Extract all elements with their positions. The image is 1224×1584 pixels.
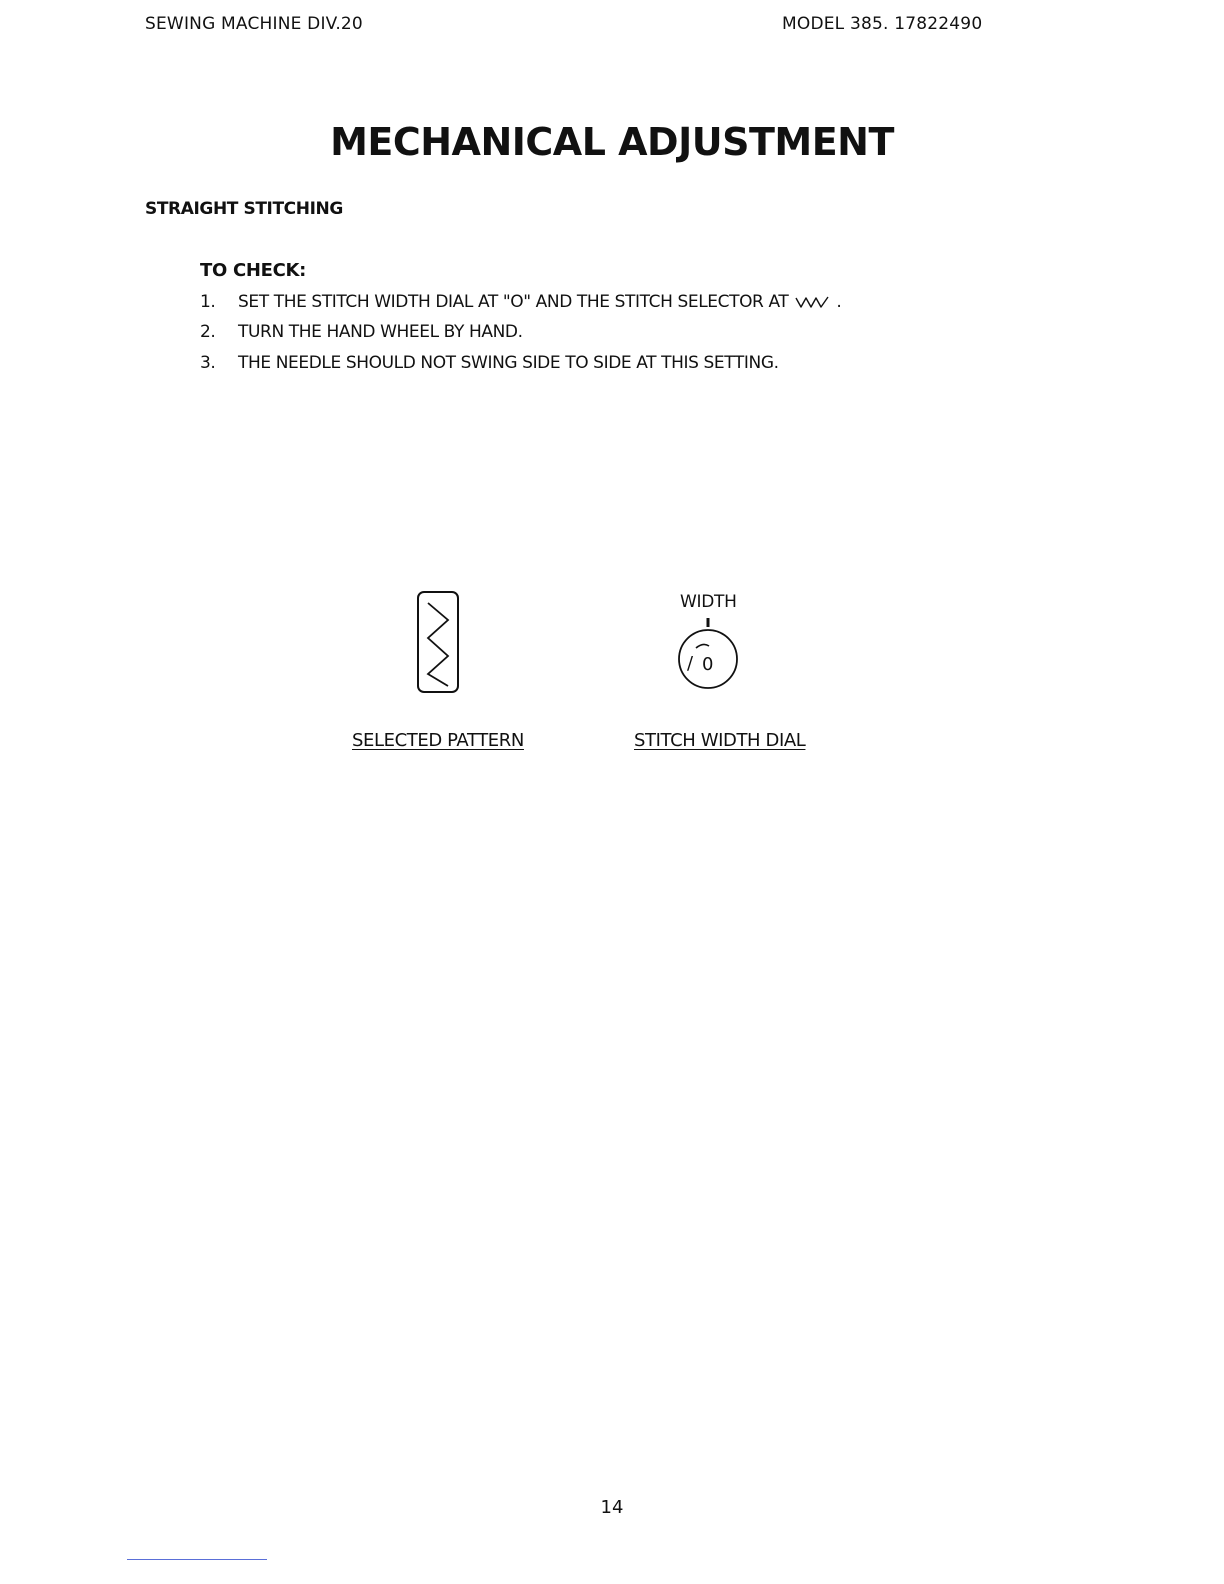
step-text: THE NEEDLE SHOULD NOT SWING SIDE TO SIDE AT THIS SETTING. bbox=[238, 353, 779, 373]
header-right: MODEL 385. 17822490 bbox=[782, 14, 983, 34]
step-3 bbox=[200, 353, 779, 373]
step-1 bbox=[200, 292, 841, 312]
stitch-width-dial-caption: STITCH WIDTH DIAL bbox=[634, 730, 806, 751]
section-title: STRAIGHT STITCHING bbox=[145, 199, 343, 219]
scan-artifact-line bbox=[127, 1559, 267, 1560]
step-number: 2. bbox=[200, 322, 216, 342]
page-number: 14 bbox=[600, 1497, 624, 1518]
zigzag-stitch-icon bbox=[795, 295, 831, 309]
check-heading: TO CHECK: bbox=[200, 260, 307, 281]
step-suffix: . bbox=[836, 292, 842, 312]
step-text: SET THE STITCH WIDTH DIAL AT "O" AND THE STITCH SELECTOR AT bbox=[238, 292, 789, 312]
width-label: WIDTH bbox=[680, 592, 737, 612]
step-number: 1. bbox=[200, 292, 216, 312]
step-2 bbox=[200, 322, 523, 342]
step-text: TURN THE HAND WHEEL BY HAND. bbox=[238, 322, 523, 342]
step-number: 3. bbox=[200, 353, 216, 373]
zigzag-pattern-icon bbox=[414, 589, 464, 697]
stitch-width-dial-icon bbox=[672, 590, 752, 698]
selected-pattern-caption: SELECTED PATTERN bbox=[352, 730, 524, 751]
dial-mark-one: / bbox=[687, 653, 694, 674]
dial-mark-zero: 0 bbox=[702, 654, 714, 675]
page-title: MECHANICAL ADJUSTMENT bbox=[330, 120, 894, 164]
header-left: SEWING MACHINE DIV.20 bbox=[145, 14, 363, 34]
